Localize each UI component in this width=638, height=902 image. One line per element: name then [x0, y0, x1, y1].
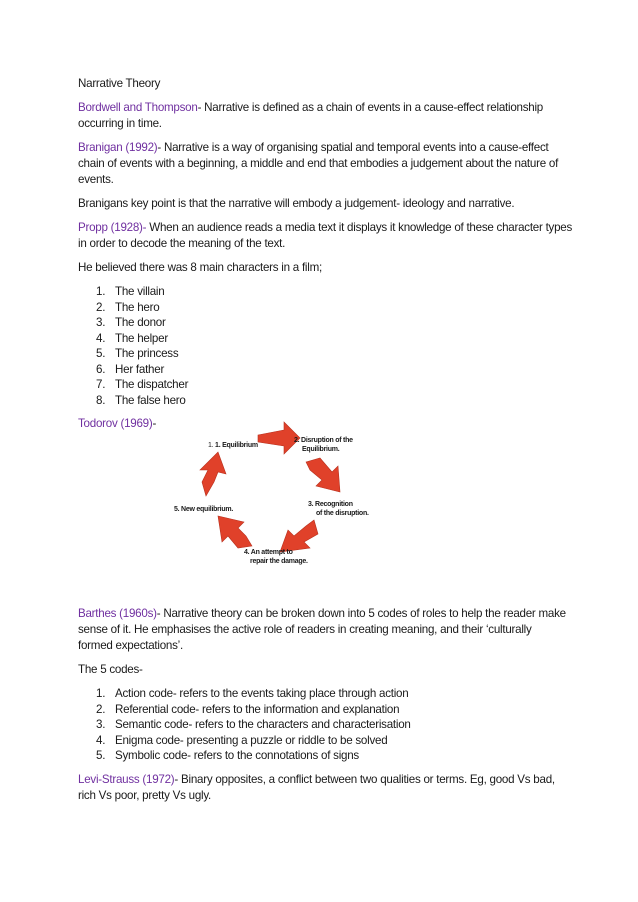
branigan-line-3: events.	[78, 173, 114, 186]
stage-4-label-b: repair the damage.	[250, 558, 308, 565]
cycle-arrow-5	[200, 452, 226, 496]
list-item: 1. Action code- refers to the events taking place through action	[96, 687, 409, 700]
bordwell-line-2: occurring in time.	[78, 117, 162, 130]
stage-5-label: 5. New equilibrium.	[174, 506, 234, 513]
stage-3-label-a: 3. Recognition	[308, 501, 353, 508]
stage-4-label-a: 4. An attempt to	[244, 549, 293, 556]
branigan-key-point: Branigans key point is that the narrative will embody a judgement- ideology and narrative.	[78, 197, 515, 210]
list-item: 2. Referential code- refers to the information and explanation	[96, 702, 400, 716]
todorov-cycle-diagram	[160, 412, 400, 572]
branigan-text-1: - Narrative is a way of organising spatial and temporal events into a cause-effect	[157, 141, 549, 154]
levi-strauss-text-1: - Binary opposites, a conflict between two qualities or terms. Eg, good Vs bad,	[174, 773, 555, 786]
levi-strauss-name: Levi-Strauss (1972)	[78, 773, 175, 786]
list-item: 3. The donor	[96, 316, 166, 329]
todorov-name: Todorov (1969)	[78, 417, 153, 430]
propp-text-1: When an audience reads a media text it displays it knowledge of these character types	[146, 221, 573, 234]
todorov-heading: Todorov (1969)-	[78, 417, 157, 430]
cycle-arrow-2	[306, 458, 340, 492]
barthes-line-1	[78, 606, 566, 622]
cycle-arrow-3	[280, 520, 318, 552]
propp-name: Propp (1928)-	[78, 221, 147, 234]
list-item: 2. The hero	[96, 300, 160, 314]
propp-line-1	[78, 220, 572, 236]
barthes-text-1: - Narrative theory can be broken down into 5 codes of roles to help the reader make	[156, 607, 566, 620]
propp-line-2: in order to decode the meaning of the text.	[78, 237, 286, 250]
barthes-line-2: sense of it. He emphasises the active role of readers in creating meaning, and their ‘culturally	[78, 623, 532, 636]
list-item: 4. Enigma code- presenting a puzzle or riddle to be solved	[96, 733, 388, 747]
list-item: 1. The villain	[96, 285, 165, 298]
branigan-line-1	[78, 140, 548, 156]
cycle-arrow-4	[218, 516, 252, 548]
levi-strauss-line-2: rich Vs poor, pretty Vs ugly.	[78, 789, 212, 802]
list-item: 6. Her father	[96, 362, 165, 376]
bordwell-text-1: - Narrative is defined as a chain of events in a cause-effect relationship	[197, 101, 543, 114]
document-title: Narrative Theory	[78, 77, 161, 90]
list-item: 5. Symbolic code- refers to the connotations of signs	[96, 749, 359, 762]
stage-1-label: 1. 1. Equilibrium	[208, 442, 258, 449]
codes-intro: The 5 codes-	[78, 663, 143, 676]
list-item: 5. The princess	[96, 347, 179, 360]
stage-2-label-a: 2. Disruption of the	[294, 437, 353, 444]
list-item: 4. The helper	[96, 331, 168, 345]
list-item: 7. The dispatcher	[96, 378, 189, 391]
barthes-line-3: formed expectations’.	[78, 639, 183, 652]
stage-2-label-b: Equilibrium.	[302, 446, 340, 453]
levi-strauss-line-1	[78, 772, 555, 788]
list-item: 8. The false hero	[96, 393, 186, 407]
stage-3-label-b: of the disruption.	[316, 510, 369, 517]
propp-intro: He believed there was 8 main characters in a film;	[78, 261, 322, 274]
list-item: 3. Semantic code- refers to the characters and characterisation	[96, 718, 411, 731]
bordwell-name: Bordwell and Thompson	[78, 101, 198, 114]
bordwell-line-1	[78, 100, 543, 116]
barthes-name: Barthes (1960s)	[78, 607, 157, 620]
branigan-line-2: chain of events with a beginning, a middle and end that embodies a judgement about the nature of	[78, 157, 559, 170]
branigan-name: Branigan (1992)	[78, 141, 158, 154]
